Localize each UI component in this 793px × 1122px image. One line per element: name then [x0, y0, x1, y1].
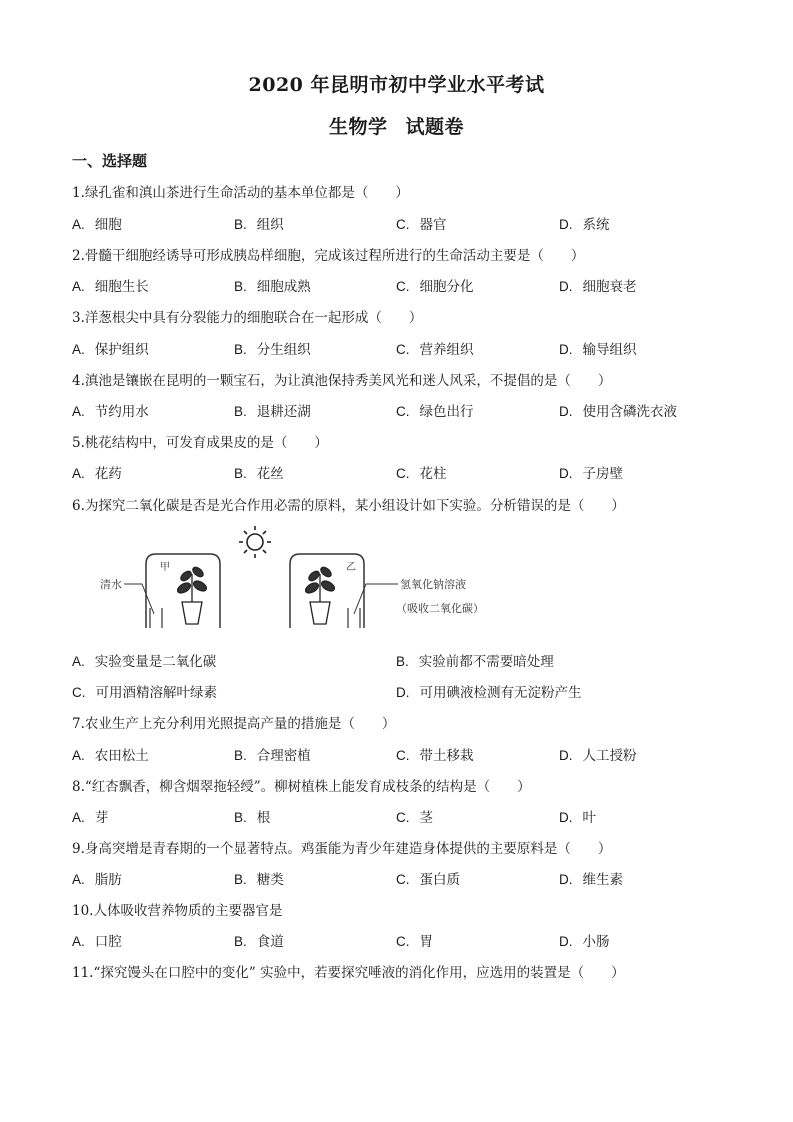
plant-left — [176, 565, 208, 624]
beaker-left — [150, 608, 162, 628]
options-q10 — [72, 930, 732, 950]
label-jia: 甲 — [160, 562, 170, 573]
option-d[interactable]: D. 人工授粉 — [559, 748, 637, 764]
option-a[interactable]: A. 芽 — [72, 810, 109, 826]
option-a[interactable]: A. 实验变量是二氧化碳 — [72, 654, 217, 670]
option-b[interactable]: B. 分生组织 — [234, 342, 311, 358]
label-yi: 乙 — [346, 562, 356, 573]
option-b[interactable]: B. 细胞成熟 — [234, 279, 311, 295]
option-b[interactable]: B. 食道 — [234, 934, 284, 950]
option-b[interactable]: B. 糖类 — [234, 872, 284, 888]
options-q6-row2 — [72, 681, 732, 701]
option-a[interactable]: A. 细胞生长 — [72, 279, 149, 295]
option-b[interactable]: B. 组织 — [234, 217, 284, 233]
option-d[interactable]: D. 叶 — [559, 810, 596, 826]
question-11: 11.“探究馒头在口腔中的变化” 实验中，若要探究唾液的消化作用，应选用的装置是（ ） — [72, 965, 625, 981]
option-c[interactable]: C. 器官 — [396, 217, 447, 233]
option-d[interactable]: D. 细胞衰老 — [559, 279, 637, 295]
option-a[interactable]: A. 口腔 — [72, 934, 122, 950]
experiment-figure — [98, 522, 518, 630]
option-b[interactable]: B. 根 — [234, 810, 271, 826]
option-d[interactable]: D. 可用碘液检测有无淀粉产生 — [396, 685, 582, 701]
option-a[interactable]: A. 细胞 — [72, 217, 122, 233]
exam-subtitle — [0, 112, 793, 139]
question-3: 3.洋葱根尖中具有分裂能力的细胞联合在一起形成（ ） — [72, 310, 423, 326]
beaker-right — [348, 608, 360, 628]
option-d[interactable]: D. 维生素 — [559, 872, 623, 888]
options-q5 — [72, 462, 732, 482]
options-q4 — [72, 400, 732, 420]
option-c[interactable]: C. 绿色出行 — [396, 404, 474, 420]
option-c[interactable]: C. 胃 — [396, 934, 433, 950]
plant-right — [304, 565, 336, 624]
options-q2 — [72, 275, 732, 295]
option-c[interactable]: C. 花柱 — [396, 466, 447, 482]
options-q3 — [72, 338, 732, 358]
label-naoh: 氢氧化钠溶液 — [400, 578, 466, 591]
question-6: 6.为探究二氧化碳是否是光合作用必需的原料，某小组设计如下实验。分析错误的是（ ） — [72, 498, 625, 514]
option-b[interactable]: B. 花丝 — [234, 466, 284, 482]
options-q6-row1 — [72, 650, 732, 670]
question-1: 1.绿孔雀和滇山茶进行生命活动的基本单位都是（ ） — [72, 185, 409, 201]
question-2: 2.骨髓干细胞经诱导可形成胰岛样细胞，完成该过程所进行的生命活动主要是（ ） — [72, 248, 585, 264]
option-c[interactable]: C. 细胞分化 — [396, 279, 474, 295]
option-c[interactable]: C. 营养组织 — [396, 342, 474, 358]
option-d[interactable]: D. 系统 — [559, 217, 610, 233]
option-a[interactable]: A. 脂肪 — [72, 872, 122, 888]
exam-title: 2020 年昆明市初中学业水平考试 — [248, 74, 545, 96]
option-d[interactable]: D. 子房壁 — [559, 466, 623, 482]
option-a[interactable]: A. 农田松土 — [72, 748, 149, 764]
options-q9 — [72, 868, 732, 888]
option-d[interactable]: D. 使用含磷洗衣液 — [559, 404, 677, 420]
option-c[interactable]: C. 可用酒精溶解叶绿素 — [72, 685, 217, 701]
question-7: 7.农业生产上充分利用光照提高产量的措施是（ ） — [72, 716, 396, 732]
subject-label: 生物学 — [328, 116, 388, 138]
option-b[interactable]: B. 合理密植 — [234, 748, 311, 764]
question-10: 10.人体吸收营养物质的主要器官是 — [72, 903, 283, 919]
question-8: 8.“红杏飘香，柳含烟翠拖轻绶”。柳树植株上能发育成枝条的结构是（ ） — [72, 779, 531, 795]
section-heading: 一、选择题 — [72, 152, 148, 170]
paper-label: 试题卷 — [405, 116, 465, 138]
option-d[interactable]: D. 输导组织 — [559, 342, 637, 358]
option-c[interactable]: C. 蛋白质 — [396, 872, 460, 888]
option-b[interactable]: B. 退耕还湖 — [234, 404, 311, 420]
option-b[interactable]: B. 实验前都不需要暗处理 — [396, 654, 554, 670]
label-absorb: （吸收二氧化碳） — [396, 602, 484, 615]
option-d[interactable]: D. 小肠 — [559, 934, 610, 950]
options-q7 — [72, 744, 732, 764]
option-a[interactable]: A. 保护组织 — [72, 342, 149, 358]
option-a[interactable]: A. 花药 — [72, 466, 122, 482]
options-q1 — [72, 213, 732, 233]
sun-icon — [239, 526, 271, 558]
options-q8 — [72, 806, 732, 826]
option-c[interactable]: C. 茎 — [396, 810, 433, 826]
question-9: 9.身高突增是青春期的一个显著特点。鸡蛋能为青少年建造身体提供的主要原料是（ ） — [72, 841, 612, 857]
question-4: 4.滇池是镶嵌在昆明的一颗宝石，为让滇池保持秀美风光和迷人风采，不提倡的是（ ） — [72, 373, 612, 389]
option-a[interactable]: A. 节约用水 — [72, 404, 149, 420]
question-5: 5.桃花结构中，可发育成果皮的是（ ） — [72, 435, 328, 451]
option-c[interactable]: C. 带土移栽 — [396, 748, 474, 764]
label-water: 清水 — [100, 578, 122, 591]
